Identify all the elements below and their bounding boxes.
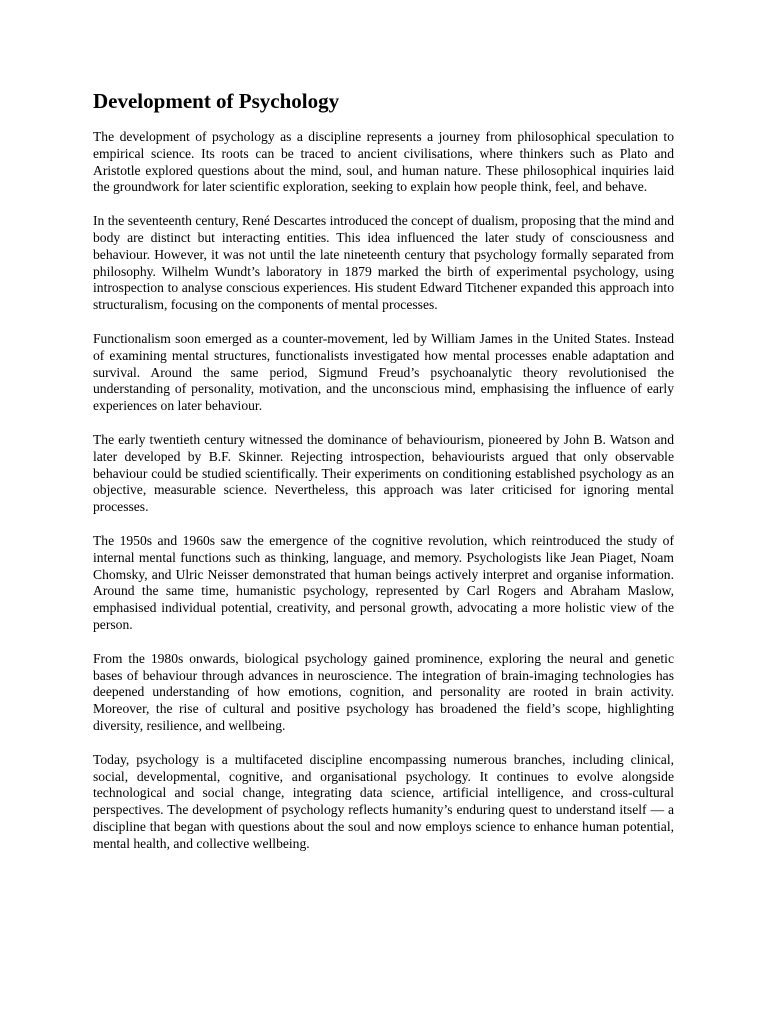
paragraph-descartes-wundt: In the seventeenth century, René Descartes introduced the concept of dualism, proposing that the mind and body are distinct but interacting entities. This idea influenced the later study of consciousness and behaviour. However, it was not until the late nineteenth century that psychology formally separated from philosophy. Wilhelm Wundt’s laboratory in 1879 marked the birth of experimental psychology, using introspection to analyse conscious experiences. His student Edward Titchener expanded this approach into structuralism, focusing on the components of mental processes. <box>93 213 674 313</box>
document-page <box>93 88 674 869</box>
document-title: Development of Psychology <box>93 89 340 113</box>
paragraph-origins: The development of psychology as a discipline represents a journey from philosophical speculation to empirical science. Its roots can be traced to ancient civilisations, where thinkers such as Plato and Aristotle explored questions about the mind, soul, and human nature. These philosophical inquiries laid the groundwork for later scientific exploration, seeking to explain how people think, feel, and behave. <box>93 129 674 195</box>
paragraph-behaviourism: The early twentieth century witnessed the dominance of behaviourism, pioneered by John B. Watson and later developed by B.F. Skinner. Rejecting introspection, behaviourists argued that only observable behaviour could be studied scientifically. Their experiments on conditioning established psychology as an objective, measurable science. Nevertheless, this approach was later criticised for ignoring mental processes. <box>93 431 674 515</box>
paragraph-today: Today, psychology is a multifaceted discipline encompassing numerous branches, including clinical, social, developmental, cognitive, and organisational psychology. It continues to evolve alongside technological and social change, integrating data science, artificial intelligence, and cross-cultural perspectives. The development of psychology reflects humanity’s enduring quest to understand itself — a discipline that began with questions about the soul and now employs science to enhance human potential, mental health, and collective wellbeing. <box>93 751 674 851</box>
paragraph-functionalism: Functionalism soon emerged as a counter-movement, led by William James in the United States. Instead of examining mental structures, functionalists investigated how mental processes enable adaptation and survival. Around the same period, Sigmund Freud’s psychoanalytic theory revolutionised the understanding of personality, motivation, and the unconscious mind, emphasising the influence of early experiences on later behaviour. <box>93 330 674 414</box>
paragraph-cognitive-revolution: The 1950s and 1960s saw the emergence of the cognitive revolution, which reintroduced the study of internal mental functions such as thinking, language, and memory. Psychologists like Jean Piaget, Noam Chomsky, and Ulric Neisser demonstrated that human beings actively interpret and organise information. Around the same time, humanistic psychology, represented by Carl Rogers and Abraham Maslow, emphasised individual potential, creativity, and personal growth, advocating a more holistic view of the person. <box>93 532 674 632</box>
paragraph-biological-psychology: From the 1980s onwards, biological psychology gained prominence, exploring the neural and genetic bases of behaviour through advances in neuroscience. The integration of brain-imaging technologies has deepened understanding of how emotions, cognition, and personality are rooted in brain activity. Moreover, the rise of cultural and positive psychology has broadened the field’s scope, highlighting diversity, resilience, and wellbeing. <box>93 650 674 733</box>
